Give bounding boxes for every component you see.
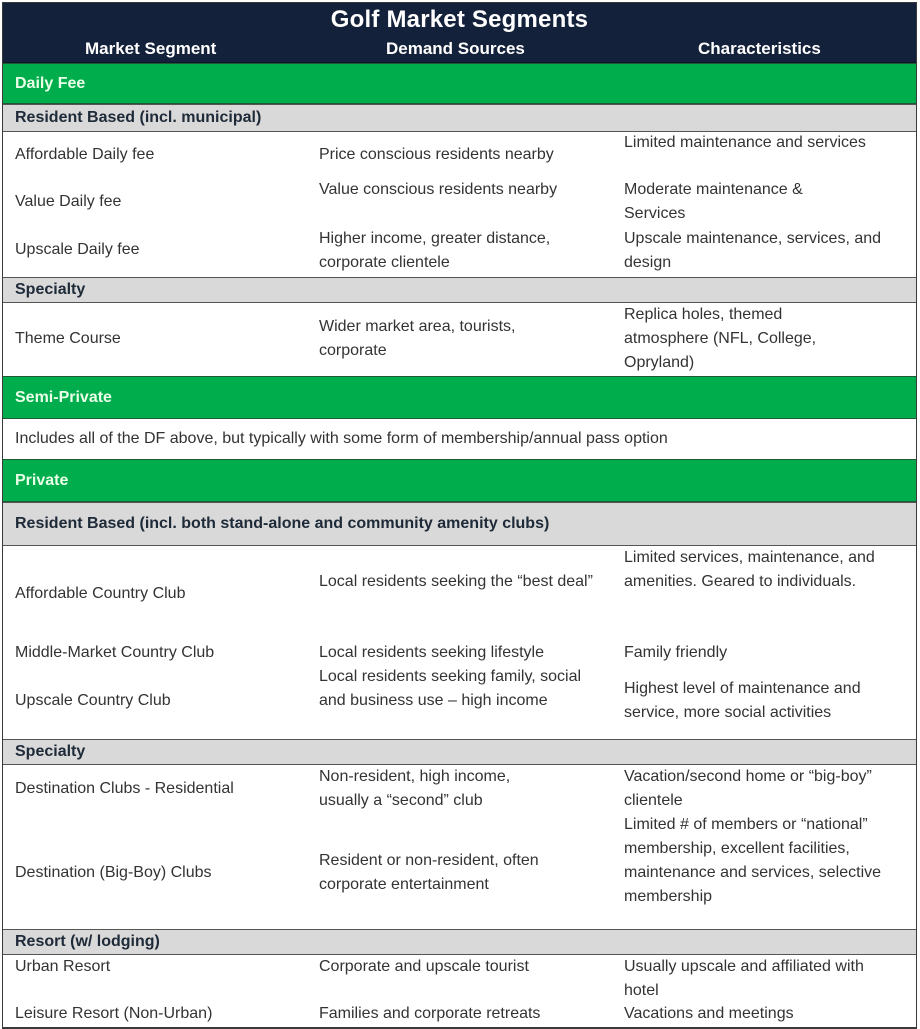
segment-cell: Middle-Market Country Club [15, 644, 215, 661]
subcategory-resort: Resort (w/ lodging) [3, 929, 916, 955]
table-row [3, 303, 916, 376]
demand-cell: Price conscious residents nearby [319, 146, 554, 163]
characteristics-cell: Family friendly [624, 644, 728, 661]
category-semi-private: Semi-Private [3, 376, 916, 419]
demand-cell: Families and corporate retreats [319, 1005, 541, 1022]
characteristics-cell: Limited maintenance and services [624, 134, 866, 151]
category-daily-fee: Daily Fee [3, 63, 916, 104]
demand-cell: Wider market area, tourists, corporate [319, 318, 516, 359]
characteristics-cell: Usually upscale and affiliated with hotel [624, 958, 864, 999]
semi-private-note: Includes all of the DF above, but typically with some form of membership/annual pass option [15, 430, 668, 447]
table-header [3, 3, 916, 63]
segment-cell: Affordable Country Club [15, 585, 186, 602]
characteristics-cell: Upscale maintenance, services, and design [624, 230, 882, 271]
segment-cell: Destination Clubs - Residential [15, 780, 234, 797]
demand-cell: Resident or non-resident, often corporate entertainment [319, 852, 539, 893]
characteristics-cell: Vacation/second home or “big-boy” clientele [624, 768, 872, 809]
characteristics-cell: Highest level of maintenance and service, more social activities [624, 680, 861, 721]
characteristics-cell: Replica holes, themed atmosphere (NFL, College, Opryland) [624, 306, 817, 371]
demand-cell: Value conscious residents nearby [319, 181, 558, 198]
subcategory-specialty-private: Specialty [3, 739, 916, 765]
segment-cell: Affordable Daily fee [15, 146, 155, 163]
column-header-characteristics: Characteristics [698, 39, 821, 58]
demand-cell: Corporate and upscale tourist [319, 958, 529, 975]
demand-cell: Non-resident, high income, usually a “second” club [319, 768, 511, 809]
characteristics-cell: Moderate maintenance & Services [624, 181, 803, 222]
demand-cell: Local residents seeking the “best deal” [319, 573, 593, 590]
segment-cell: Destination (Big-Boy) Clubs [15, 864, 212, 881]
private-resort-rows [3, 955, 916, 1027]
demand-cell: Local residents seeking family, social and business use – high income [319, 668, 582, 709]
demand-cell: Higher income, greater distance, corporate clientele [319, 230, 551, 271]
characteristics-cell: Limited services, maintenance, and amenities. Geared to individuals. [624, 549, 875, 590]
characteristics-cell: Vacations and meetings [624, 1005, 794, 1022]
subcategory-resident-based: Resident Based (incl. municipal) [3, 104, 916, 132]
golf-market-segments-table [2, 2, 917, 1029]
demand-cell: Local residents seeking lifestyle [319, 644, 545, 661]
segment-cell: Leisure Resort (Non-Urban) [15, 1005, 213, 1022]
private-resident-rows [3, 546, 916, 739]
characteristics-cell: Limited # of members or “national” membership, excellent facilities, maintenance and services, selective membership [624, 816, 882, 905]
segment-cell: Upscale Daily fee [15, 241, 140, 258]
private-specialty-rows [3, 765, 916, 929]
segment-cell: Urban Resort [15, 958, 111, 975]
segment-cell: Upscale Country Club [15, 692, 171, 709]
segment-cell: Value Daily fee [15, 193, 122, 210]
category-private: Private [3, 459, 916, 502]
column-header-demand-sources: Demand Sources [386, 39, 525, 58]
daily-fee-resident-rows [3, 132, 916, 277]
column-header-market-segment: Market Segment [85, 39, 217, 58]
table-title: Golf Market Segments [330, 6, 589, 33]
segment-cell: Theme Course [15, 330, 121, 347]
subcategory-specialty: Specialty [3, 277, 916, 303]
subcategory-resident-based-private: Resident Based (incl. both stand-alone and community amenity clubs) [3, 502, 916, 546]
